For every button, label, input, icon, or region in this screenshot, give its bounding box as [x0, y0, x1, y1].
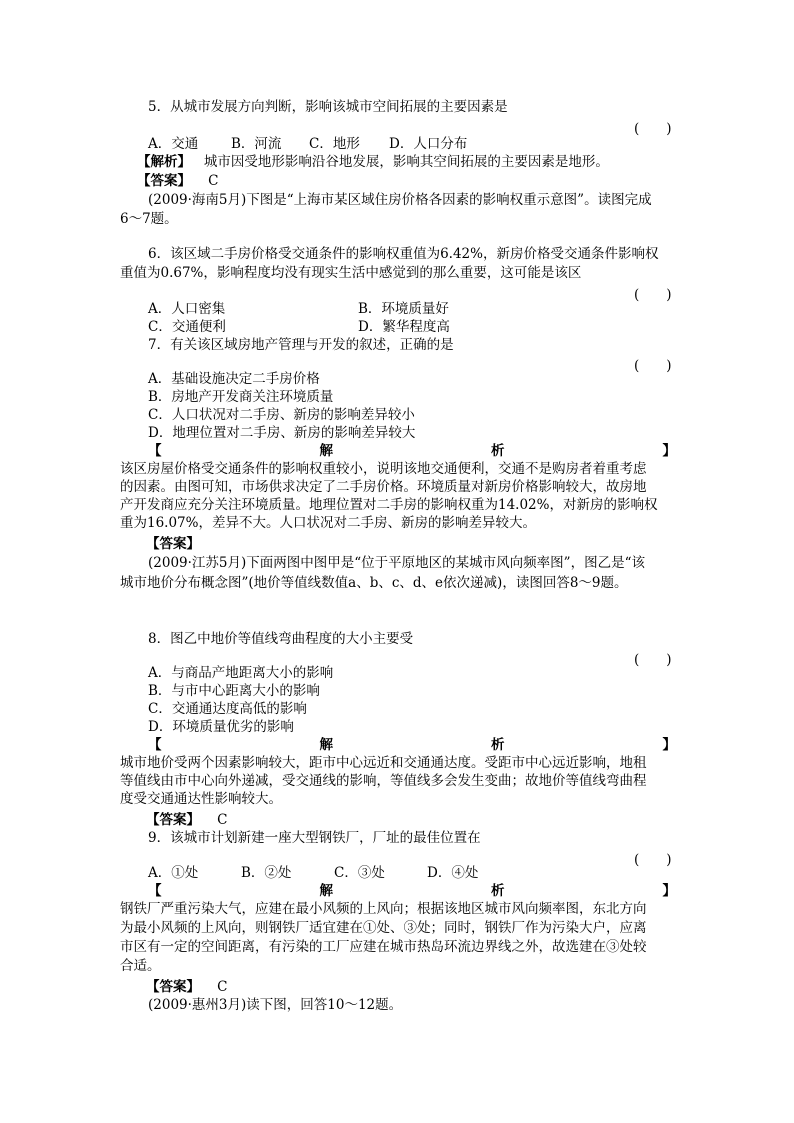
q6-option-a: A．人口密集: [148, 301, 226, 317]
q8-jiexi-line3: 度受交通通达性影响较大。: [120, 791, 282, 807]
q9-jiexi-heading: [148, 882, 676, 900]
q5-jiexi: [137, 153, 609, 171]
q8-option-a: A．与商品产地距离大小的影响: [148, 665, 334, 681]
q9-jx-close: 】: [662, 883, 676, 899]
intro-6-7-line1: (2009·海南5月)下图是“上海市某区域住房价格各因素的影响权重示意图”。读图完成: [148, 192, 652, 208]
intro-8-9-line2: 城市地价分布概念图”(地价等值线数值a、b、c、d、e依次递减)，读图回答8～9题。: [120, 575, 628, 591]
q9-answer-value: C: [217, 979, 228, 995]
q8-jx-open: 【: [148, 737, 162, 753]
q8-answer-value: C: [217, 812, 228, 828]
q9-jx-open: 【: [148, 883, 162, 899]
q7-jx-close: 】: [662, 443, 676, 459]
q9-jiexi-line2: 为最小风频的上风向，则钢铁厂适宜建在①处、③处；同时，钢铁厂作为污染大户，应离: [120, 920, 647, 936]
q8-answer-paren: ( ): [634, 652, 672, 668]
q9-option-b: B．②处: [241, 865, 292, 881]
q8-option-d: D．环境质量优劣的影响: [148, 719, 294, 735]
q7-jiexi-line3: 产开发商应充分关注环境质量。地理位置对二手房的影响权重为14.02%，对新房的影响权: [120, 497, 658, 513]
q5-answer-label: 【答案】: [137, 173, 191, 189]
q7-option-c: C．人口状况对二手房、新房的影响差异较小: [148, 407, 415, 423]
q9-option-a: A．①处: [148, 865, 199, 881]
q5-answer-value: C: [208, 173, 219, 189]
q7-jx-open: 【: [148, 443, 162, 459]
q7-option-d: D．地理位置对二手房、新房的影响差异较大: [148, 425, 416, 441]
q8-jiexi-line1: 城市地价受两个因素影响较大，距市中心远近和交通通达度。受距市中心远近影响，地租: [120, 755, 647, 771]
q8-stem: 8．图乙中地价等值线弯曲程度的大小主要受: [148, 631, 414, 647]
q8-jiexi-line2: 等值线由市中心向外递减，受交通线的影响，等值线多会发生变曲；故地价等值线弯曲程: [120, 773, 647, 789]
q8-answer-label: 【答案】: [146, 812, 200, 828]
q8-answer: [146, 811, 228, 829]
q9-stem: 9．该城市计划新建一座大型钢铁厂，厂址的最佳位置在: [148, 830, 481, 846]
q9-jx-char2: 析: [491, 883, 505, 899]
q8-jx-close: 】: [662, 737, 676, 753]
q9-jiexi-line4: 合适。: [120, 958, 161, 974]
q6-option-d: D．繁华程度高: [358, 319, 450, 335]
q7-jiexi-line2: 的因素。由图可知，市场供求决定了二手房价格。环境质量对新房价格影响较大，故房地: [120, 479, 647, 495]
q5-option-a: A．交通: [148, 136, 199, 152]
q5-jiexi-label: 【解析】: [137, 154, 191, 170]
q5-answer: [137, 172, 219, 190]
q6-options-row2: [148, 318, 668, 336]
q6-option-b: B．环境质量好: [358, 301, 449, 317]
q7-jiexi-line4: 重为16.07%，差异不大。人口状况对二手房、新房的影响差异较大。: [120, 515, 536, 531]
q5-option-d: D．人口分布: [389, 136, 468, 152]
q7-option-a: A．基础设施决定二手房价格: [148, 371, 320, 387]
intro-6-7-line2: 6～7题。: [120, 211, 178, 227]
q9-jiexi-line1: 钢铁厂严重污染大气，应建在最小风频的上风向；根据该地区城市风向频率图，东北方向: [120, 901, 647, 917]
q5-jiexi-text: 城市因受地形影响沿谷地发展，影响其空间拓展的主要因素是地形。: [203, 154, 609, 170]
q6-answer-paren: ( ): [634, 287, 672, 303]
q8-jx-char2: 析: [491, 737, 505, 753]
intro-10-12: (2009·惠州3月)读下图，回答10～12题。: [148, 997, 403, 1013]
q9-option-c: C．③处: [334, 865, 385, 881]
q9-option-d: D．④处: [427, 865, 479, 881]
q5-stem: 5．从城市发展方向判断，影响该城市空间拓展的主要因素是: [148, 99, 508, 115]
q7-jx-char1: 解: [319, 443, 333, 459]
q8-option-c: C．交通通达度高低的影响: [148, 701, 307, 717]
q8-jiexi-heading: [148, 736, 676, 754]
intro-8-9-line1: (2009·江苏5月)下面两图中图甲是“位于平原地区的某城市风向频率图”，图乙是“该: [148, 555, 645, 571]
q7-answer-paren: ( ): [634, 358, 672, 374]
q5-option-b: B．河流: [231, 136, 282, 152]
q6-options-row1: [148, 300, 668, 318]
q9-answer-label: 【答案】: [146, 979, 200, 995]
q7-jiexi-line1: 该区房屋价格受交通条件的影响权重较小，说明该地交通便利，交通不是购房者着重考虑: [120, 461, 647, 477]
q5-options: [148, 135, 668, 153]
q9-answer-paren: ( ): [634, 852, 672, 868]
q5-option-c: C．地形: [309, 136, 360, 152]
q5-answer-paren: ( ): [634, 121, 672, 137]
q7-stem: 7．有关该区域房地产管理与开发的叙述，正确的是: [148, 337, 454, 353]
q9-options: [148, 864, 668, 882]
q7-answer-label: 【答案】: [146, 536, 200, 552]
q9-jx-char1: 解: [319, 883, 333, 899]
q7-option-b: B．房地产开发商关注环境质量: [148, 389, 334, 405]
q6-stem-line1: 6．该区域二手房价格受交通条件的影响权重值为6.42%，新房价格受交通条件影响权: [148, 246, 659, 262]
q7-jx-char2: 析: [491, 443, 505, 459]
q8-jx-char1: 解: [319, 737, 333, 753]
q8-option-b: B．与市中心距离大小的影响: [148, 683, 320, 699]
q9-jiexi-line3: 市区有一定的空间距离，有污染的工厂应建在城市热岛环流边界线之外，故选建在③处较: [120, 939, 647, 955]
q7-jiexi-heading: [148, 442, 676, 460]
q6-option-c: C．交通便利: [148, 319, 226, 335]
q6-stem-line2: 重值为0.67%，影响程度均没有现实生活中感觉到的那么重要，这可能是该区: [120, 265, 582, 281]
q9-answer: [146, 978, 228, 996]
